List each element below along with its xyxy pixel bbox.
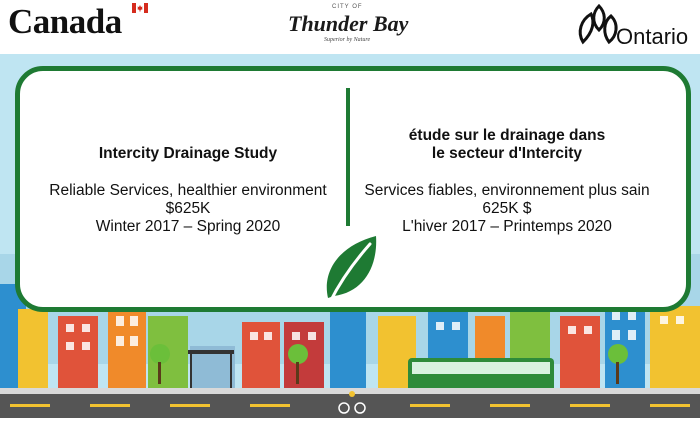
thunder-bay-logo	[288, 4, 418, 50]
city-name: Thunder Bay	[288, 11, 409, 36]
english-amount: $625K	[165, 200, 211, 217]
french-title-line2: le secteur d'Intercity	[431, 145, 583, 162]
leaf-icon	[320, 232, 380, 307]
city-tagline: Superior by Nature	[324, 37, 371, 43]
column-divider	[346, 88, 350, 226]
ontario-wordmark: Ontario	[616, 24, 689, 49]
french-amount: 625K $	[482, 200, 532, 217]
french-column	[362, 127, 652, 236]
english-timeline: Winter 2017 – Spring 2020	[95, 218, 281, 235]
french-title-line1: étude sur le drainage dans	[408, 127, 606, 144]
city-of-label: CITY OF	[332, 4, 363, 10]
english-title: Intercity Drainage Study	[98, 145, 278, 162]
french-timeline: L'hiver 2017 – Printemps 2020	[402, 218, 612, 235]
english-description: Reliable Services, healthier environment	[49, 182, 327, 199]
header-bar	[0, 0, 700, 54]
canada-wordmark: Canada	[8, 2, 122, 41]
english-column	[48, 145, 328, 236]
canada-flag-icon	[132, 3, 148, 13]
french-description: Services fiables, environnement plus sain	[364, 182, 650, 199]
